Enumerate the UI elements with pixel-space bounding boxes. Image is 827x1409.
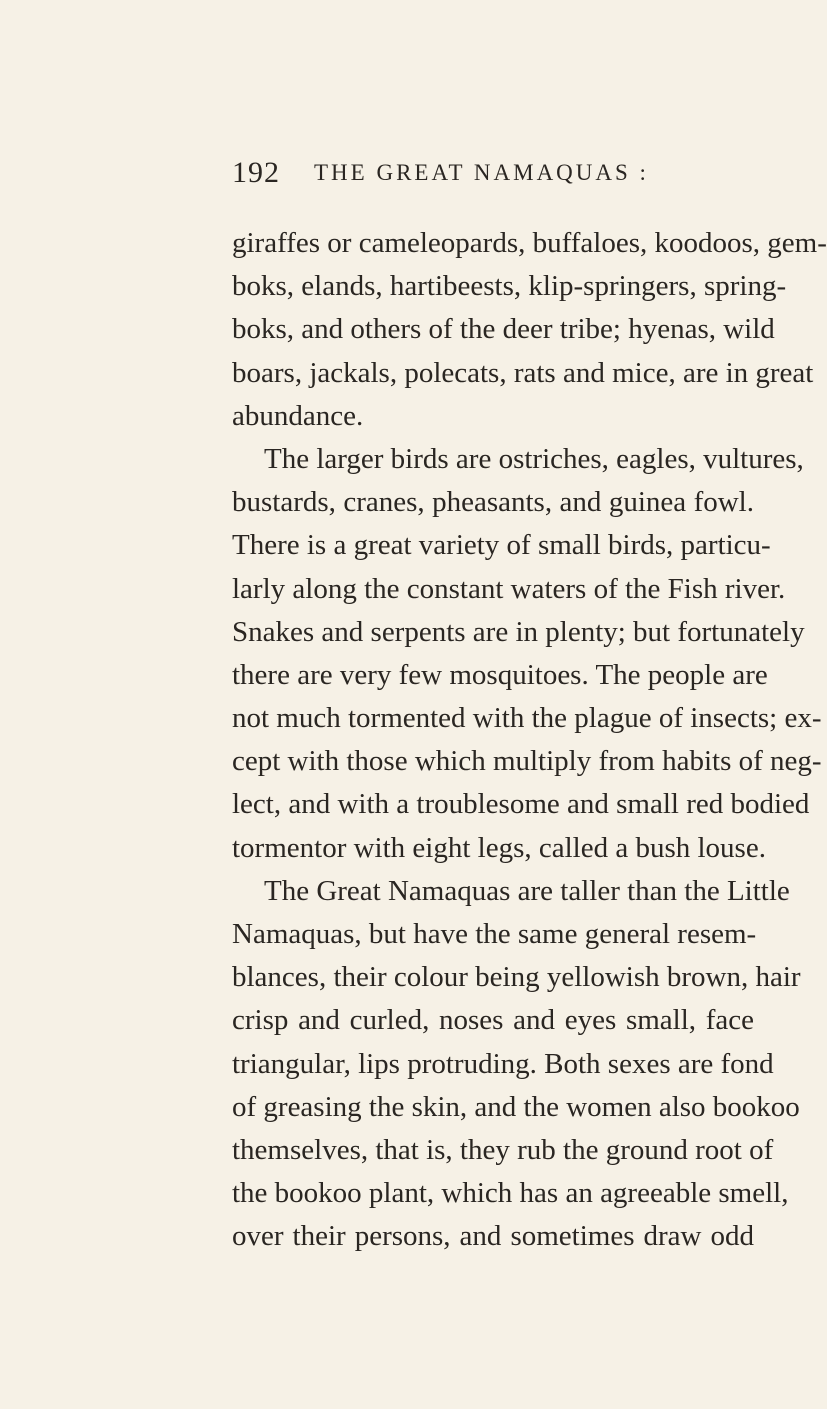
text-line: themselves, that is, they rub the ground root of <box>232 1133 774 1166</box>
text-line: there are very few mosquitoes. The people are <box>232 658 768 691</box>
text-line: lect, and with a troublesome and small red bodied <box>232 788 810 821</box>
text-line: bustards, cranes, pheasants, and guinea fowl. <box>232 486 754 519</box>
body-text <box>232 222 827 1259</box>
paragraph-start-line: The larger birds are ostriches, eagles, vultures, <box>264 442 804 475</box>
text-line: There is a great variety of small birds, particu- <box>232 529 771 562</box>
text-line: the bookoo plant, which has an agreeable smell, <box>232 1177 789 1210</box>
text-line: blances, their colour being yellowish brown, hair <box>232 961 801 994</box>
text-line: of greasing the skin, and the women also bookoo <box>232 1090 800 1123</box>
text-line: over their persons, and sometimes draw odd <box>232 1220 754 1253</box>
text-line: tormentor with eight legs, called a bush louse. <box>232 831 766 864</box>
text-line: boks, elands, hartibeests, klip-springers, spring- <box>232 270 787 303</box>
text-line: boars, jackals, polecats, rats and mice, are in great <box>232 356 814 389</box>
text-line: crisp and curled, noses and eyes small, face <box>232 1004 754 1037</box>
running-head <box>232 156 792 196</box>
text-line: Namaquas, but have the same general resem- <box>232 918 757 950</box>
running-title: THE GREAT NAMAQUAS : <box>314 160 649 185</box>
text-line: Snakes and serpents are in plenty; but fortunately <box>232 615 805 648</box>
text-line: larly along the constant waters of the Fish river. <box>232 572 786 605</box>
text-line: giraffes or cameleopards, buffaloes, koodoos, gem- <box>232 227 827 259</box>
text-line: not much tormented with the plague of insects; ex- <box>232 702 822 735</box>
text-line: cept with those which multiply from habits of neg- <box>232 745 822 778</box>
paragraph-start-line: The Great Namaquas are taller than the Little <box>264 874 790 907</box>
text-line: triangular, lips protruding. Both sexes are fond <box>232 1047 774 1080</box>
text-line: abundance. <box>232 399 364 432</box>
text-line: boks, and others of the deer tribe; hyenas, wild <box>232 313 775 346</box>
page-number: 192 <box>232 156 280 189</box>
